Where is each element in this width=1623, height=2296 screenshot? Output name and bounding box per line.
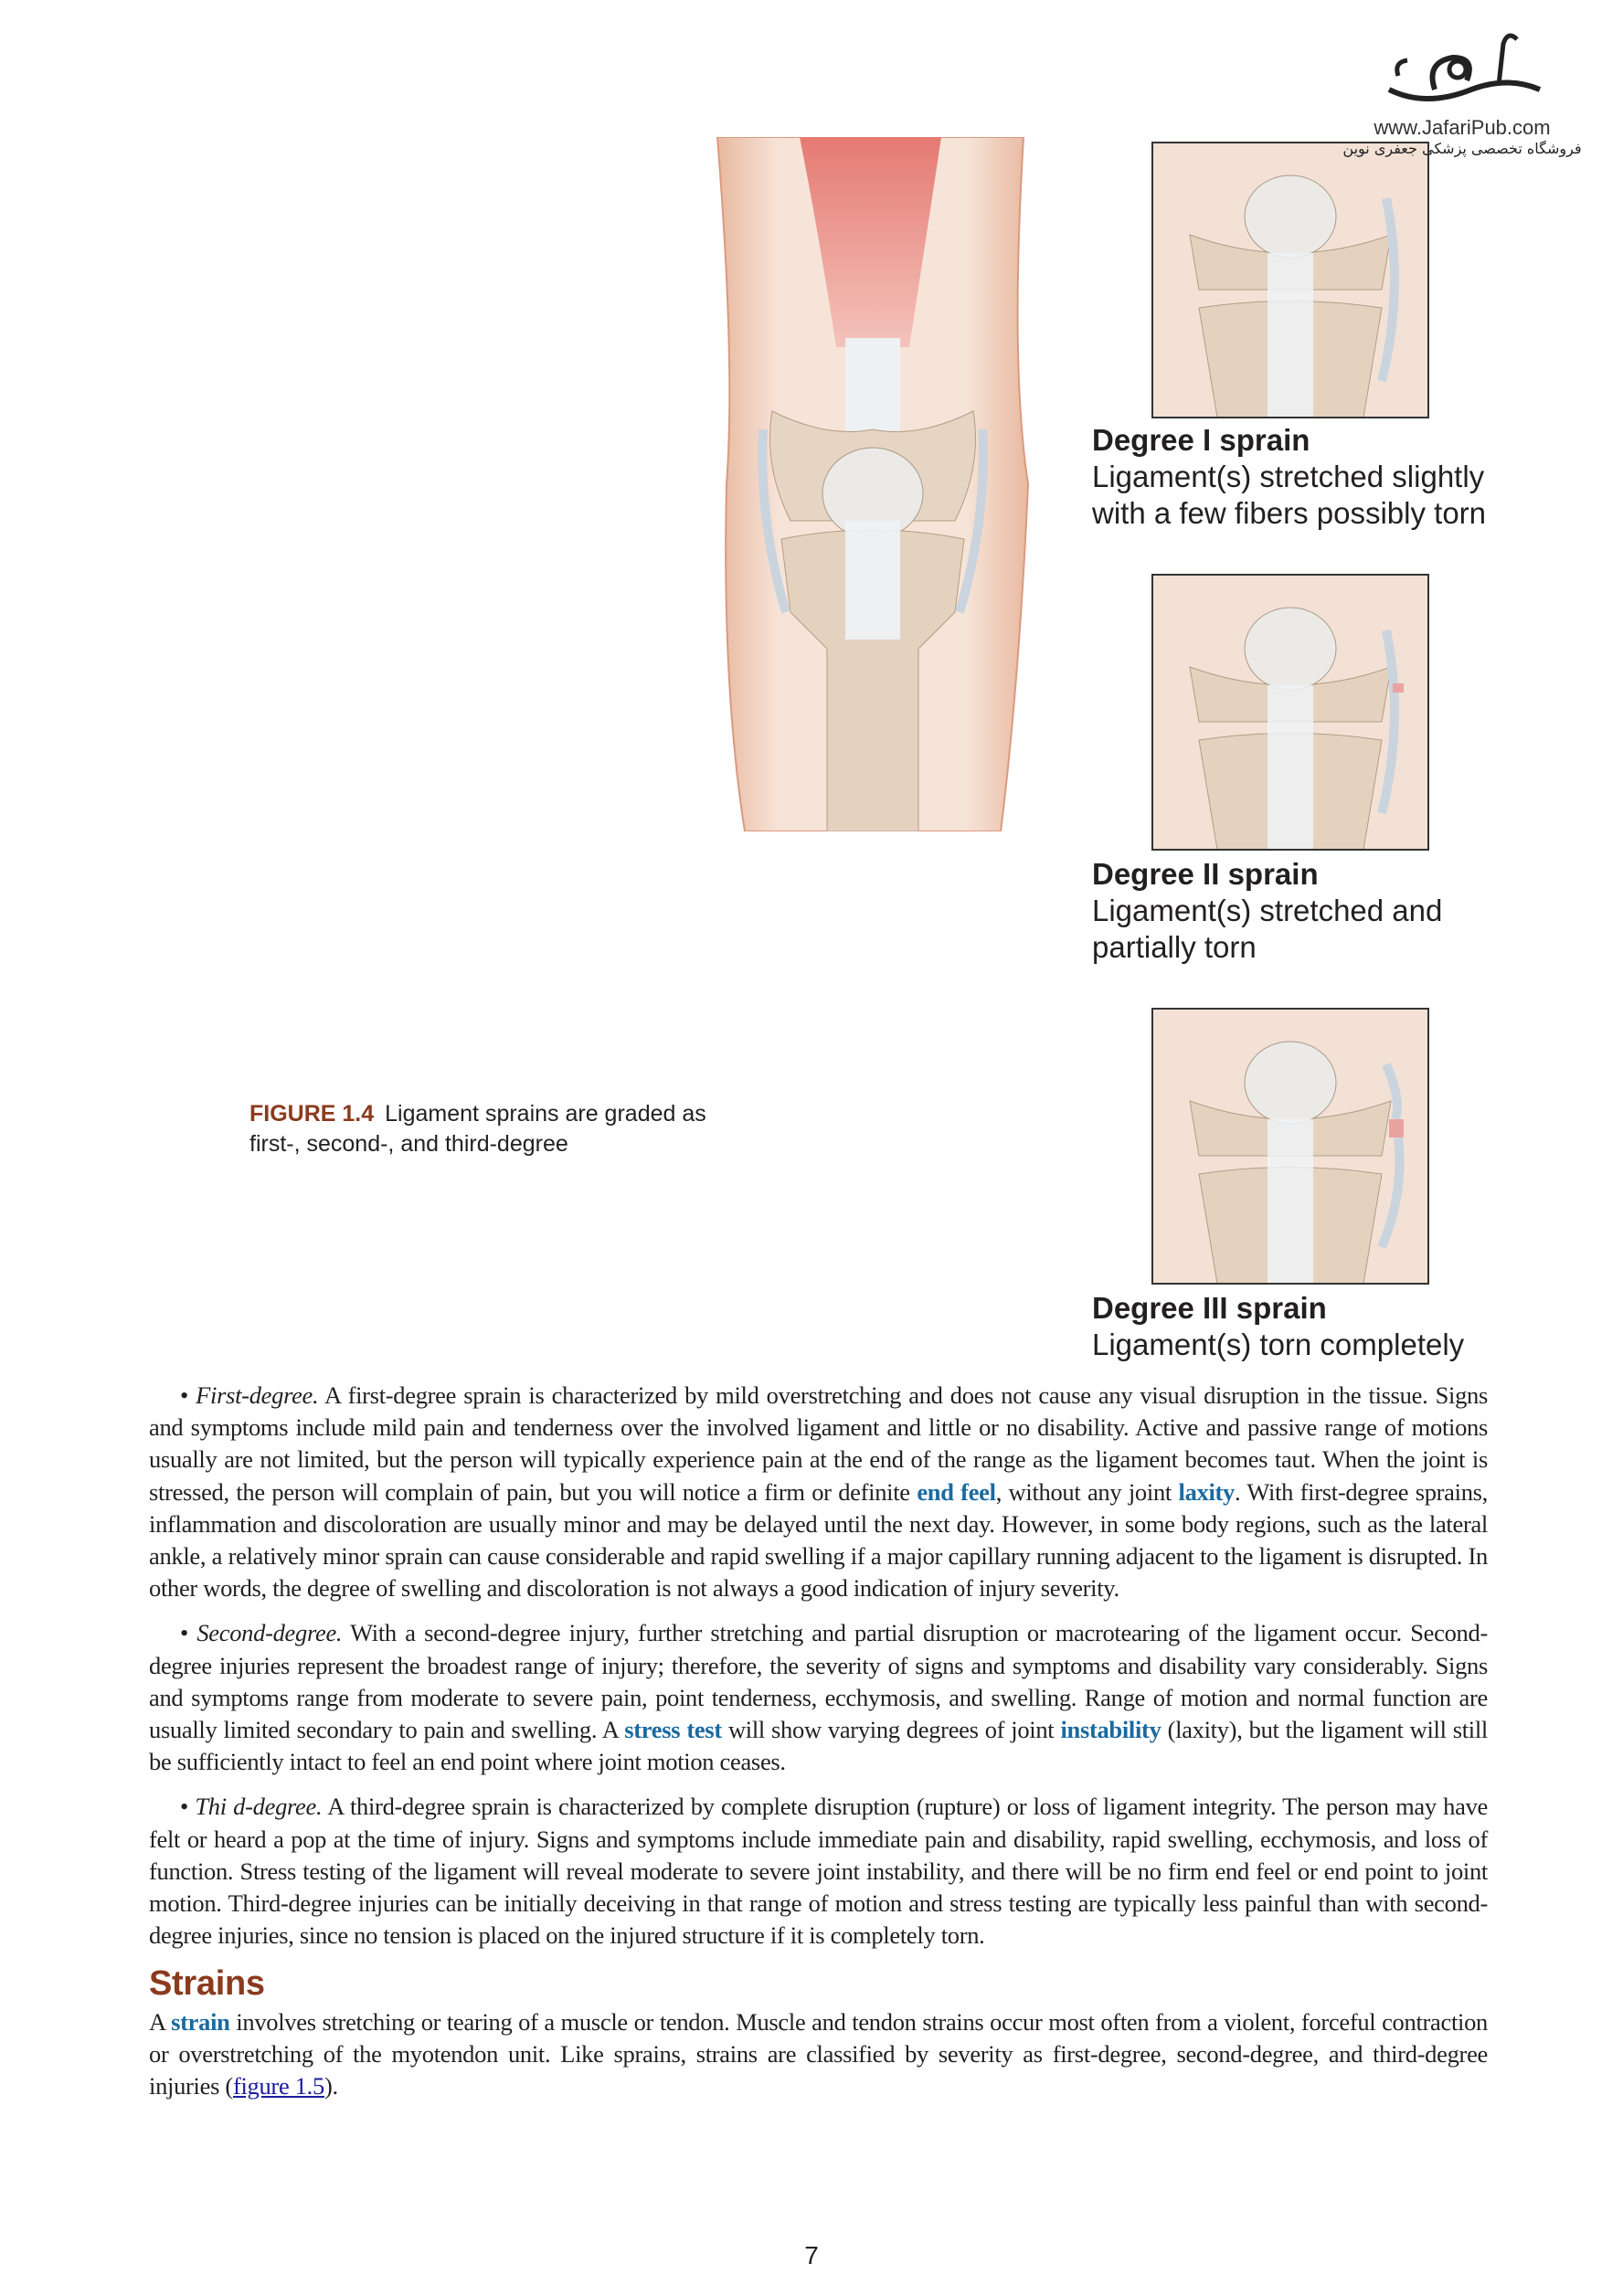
figure-caption-text: Ligament sprains are graded as first-, second-, and third-degree (249, 1101, 706, 1157)
keyword-laxity[interactable]: laxity (1178, 1477, 1235, 1506)
degree-1-desc-line: with a few fibers possibly torn (1092, 496, 1487, 530)
publisher-watermark (1334, 26, 1590, 157)
paragraph-lead: First-degree. (196, 1381, 319, 1409)
text: ). (324, 2072, 338, 2100)
degree-2-desc-line: partially torn (1092, 930, 1257, 964)
paragraph-first-degree: • First-degree. A first-degree sprain is characterized by mild overstretching and does not cause any visual disruption in the tissue. Signs and symptoms include mild pain and tenderness over the involved ligament and little or no disability. Active and passive range of motions usually are not limited, but the person will typically experience pain at the end of the range as the ligament becomes taut. When the joint is stressed, the person will complain of pain, but you will notice a firm or definite end feel, without any joint laxity. With first-degree sprains, inflammation and discoloration are usually minor and may be delayed until the next day. However, in some body regions, such as the lateral ankle, a relatively minor sprain can cause considerable and rapid swelling if a major capillary running adjacent to the ligament is disrupted. In other words, the degree of swelling and discoloration is not always a good indication of injury severity. (149, 1381, 1488, 1603)
keyword-instability[interactable]: instability (1060, 1716, 1162, 1744)
text: will show varying degrees of joint (721, 1716, 1061, 1744)
degree-2-label (1092, 856, 1442, 966)
degree-2-title: Degree II sprain (1092, 857, 1319, 891)
knee-anatomy-illustration (708, 137, 1037, 831)
degree-1-label (1092, 422, 1486, 532)
publisher-logo-icon (1371, 26, 1554, 117)
figure-label: FIGURE 1.4 (249, 1101, 375, 1127)
watermark-subtitle: فروشگاه تخصصی پزشکی جعفری نوین (1342, 140, 1582, 157)
paragraph-second-degree: • Second-degree. With a second-degree injury, further stretching and partial disruption or macrotearing of the ligament occur. Second-degree injuries represent the broadest range of injury; therefore, the severity of signs and symptoms and disability vary considerably. Signs and symptoms range from moderate to severe pain, point tenderness, ecchymosis, and swelling. Range of motion and normal function are usually limited secondary to pain and swelling. A stress test will show varying degrees of joint instability (laxity), but the ligament will still be sufficiently intact to feel an end point where joint motion ceases. (149, 1619, 1488, 1776)
paragraph-strains (149, 2006, 1488, 2103)
text: , without any joint (995, 1477, 1179, 1506)
degree-1-title: Degree I sprain (1092, 423, 1310, 457)
text: (laxity), but the ligament will still be sufficiently intact to feel an end point where joint motion ceases. (149, 1716, 1488, 1776)
body-text (149, 1380, 1488, 2115)
paragraph-lead: Thi d-degree. (195, 1793, 323, 1821)
text: A third-degree sprain is characterized by complete disruption (rupture) or loss of ligament integrity. The person may have felt or heard a pop at the time of injury. Signs and symptoms include immediate pain and disability, rapid swelling, ecchymosis, and loss of function. Stress testing of the ligament will reveal moderate to severe joint instability, and there will be no firm end feel or end point to joint motion. Third-degree injuries can be initially deceiving in that range of motion and stress testing are typically less painful than with second-degree injuries, since no tension is placed on the injured structure if it is completely torn. (149, 1793, 1488, 1950)
degree-3-label (1092, 1290, 1464, 1363)
keyword-end-feel[interactable]: end feel (917, 1477, 996, 1506)
degree-2-thumbnail (1151, 574, 1429, 851)
degree-1-desc-line: Ligament(s) stretched slightly (1092, 460, 1485, 493)
degree-2-desc-line: Ligament(s) stretched and (1092, 894, 1443, 927)
degree-1-thumbnail (1151, 142, 1429, 418)
text: involves stretching or tearing of a muscle or tendon. Muscle and tendon strains occur most often from a violent, forceful contraction or overstretching of the myotendon unit. Like sprains, strains are classified by severity as first-degree, second-degree, and third-degree injuries ( (149, 2007, 1488, 2100)
degree-3-title: Degree III sprain (1092, 1291, 1327, 1325)
text: A (149, 2007, 172, 2036)
text: A first-degree sprain is characterized by mild overstretching and does not cause any visual disruption in the tissue. Signs and symptoms include mild pain and tenderness over the involved ligament and little or no disability. Active and passive range of motions usually are not limited, but the person will typically experience pain at the end of the range as the ligament becomes taut. When the joint is stressed, the person will complain of pain, but you will notice a firm or definite (149, 1381, 1488, 1506)
degree-3-desc-line: Ligament(s) torn completely (1092, 1328, 1465, 1361)
degree-3-thumbnail (1151, 1008, 1429, 1285)
section-heading-strains: Strains (149, 1964, 265, 2004)
figure-caption (249, 1099, 725, 1159)
paragraph-third-degree: • Thi d-degree. A third-degree sprain is characterized by complete disruption (rupture) or loss of ligament integrity. The person may have felt or heard a pop at the time of injury. Signs and symptoms include immediate pain and disability, rapid swelling, ecchymosis, and loss of function. Stress testing of the ligament will reveal moderate to severe joint instability, and there will be no firm end feel or end point to joint motion. Third-degree injuries can be initially deceiving in that range of motion and stress testing are typically less painful than with second-degree injuries, since no tension is placed on the injured structure if it is completely torn. (149, 1793, 1488, 1950)
paragraph-lead: Second-degree. (196, 1619, 343, 1647)
figure-1-5-link[interactable]: figure 1.5 (232, 2072, 324, 2100)
text: With a second-degree injury, further stretching and partial disruption or macrotearing of the ligament occur. Second-degree injuries represent the broadest range of injury; therefore, the severity of signs and symptoms and disability vary considerably. Signs and symptoms range from moderate to severe pain, point tenderness, ecchymosis, and swelling. Range of motion and normal function are usually limited secondary to pain and swelling. A (149, 1619, 1488, 1744)
page-number: 7 (804, 2241, 819, 2270)
keyword-stress-test[interactable]: stress test (624, 1716, 722, 1744)
text: . With first-degree sprains, inflammation and discoloration are usually minor and may be delayed until the next day. However, in some body regions, such as the lateral ankle, a relatively minor sprain can cause considerable and rapid swelling if a major capillary running adjacent to the ligament is disrupted. In other words, the degree of swelling and discoloration is not always a good indication of injury severity. (149, 1477, 1488, 1603)
keyword-strain[interactable]: strain (171, 2007, 230, 2036)
watermark-url: www.JafariPub.com (1374, 116, 1551, 139)
